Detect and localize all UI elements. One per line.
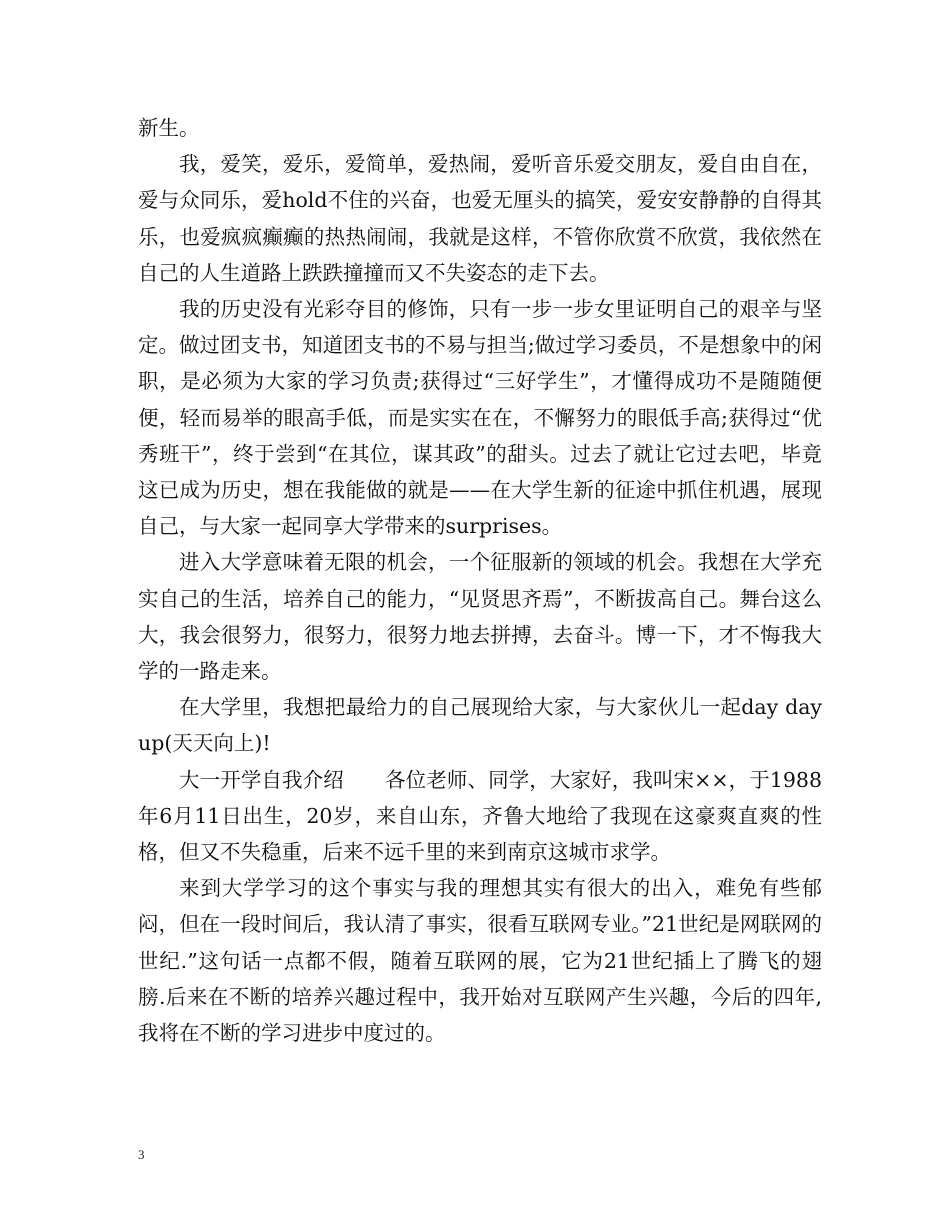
paragraph-5: 在大学里，我想把最给力的自己展现给大家，与大家伙儿一起day day up(天天向上)! [138,695,822,756]
document-body [138,110,822,1051]
page-number: 3 [138,1147,145,1162]
paragraph-2: 我，爱笑，爱乐，爱简单，爱热闹，爱听音乐爱交朋友，爱自由自在，爱与众同乐，爱hold不住的兴奋，也爱无厘头的搞笑，爱安安静静的自得其乐，也爱疯疯癫癫的热热闹闹，我就是这样，不管你欣赏不欣赏，我依然在自己的人生道路上跌跌撞撞而又不失姿态的走下去。 [138,152,822,285]
paragraph-6: 大一开学自我介绍 各位老师、同学，大家好，我叫宋××，于1988年6月11日出生，20岁，来自山东，齐鲁大地给了我现在这豪爽直爽的性格，但又不失稳重，后来不远千里的来到南京这城市求学。 [138,767,822,865]
paragraph-4: 进入大学意味着无限的机会，一个征服新的领域的机会。我想在大学充实自己的生活，培养自己的能力，“见贤思齐焉”，不断拔高自己。舞台这么大，我会很努力，很努力，很努力地去拼搏，去奋斗。博一下，才不悔我大学的一路走来。 [138,550,822,684]
paragraph-7: 来到大学学习的这个事实与我的理想其实有很大的出入，难免有些郁闷，但在一段时间后，我认清了事实，很看互联网专业。”21世纪是网联网的世纪.”这句话一点都不假，随着互联网的展，它为21世纪插上了腾飞的翅膀.后来在不断的培养兴趣过程中，我开始对互联网产生兴趣，今后的四年,我将在不断的学习进步中度过的。 [138,876,822,1046]
paragraph-1: 新生。 [138,116,200,140]
paragraph-3: 我的历史没有光彩夺目的修饰，只有一步一步女里证明自己的艰辛与坚定。做过团支书，知道团支书的不易与担当;做过学习委员，不是想象中的闲职，是必须为大家的学习负责;获得过“三好学生”，才懂得成功不是随随便便，轻而易举的眼高手低，而是实实在在，不懈努力的眼低手高;获得过“优秀班干”，终于尝到“在其位，谋其政”的甜头。过去了就让它过去吧，毕竟这已成为历史，想在我能做的就是——在大学生新的征途中抓住机遇，展现自己，与大家一起同享大学带来的surprises。 [138,297,822,539]
